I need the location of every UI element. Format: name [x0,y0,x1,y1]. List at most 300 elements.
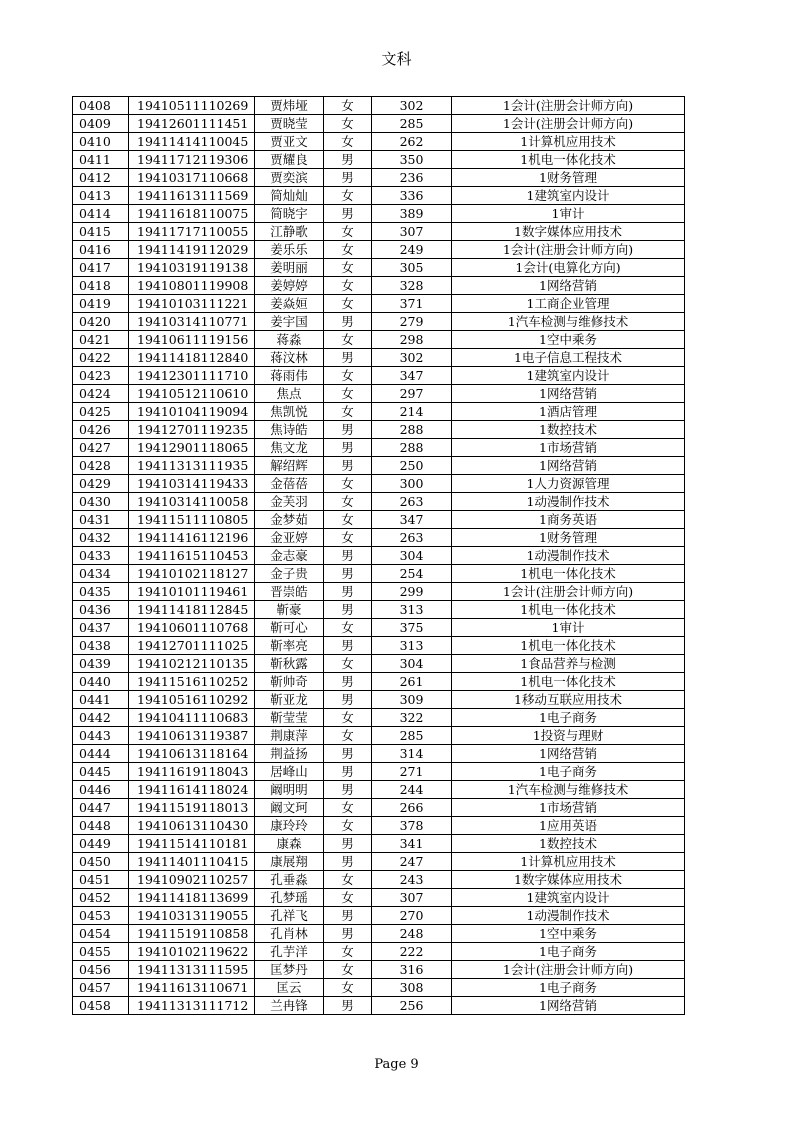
student-name-cell: 匡梦丹 [255,961,324,979]
row-number-cell: 0456 [73,961,129,979]
gender-cell: 男 [324,439,372,457]
gender-cell: 女 [324,511,372,529]
candidate-id-cell: 19410317110668 [129,169,255,187]
gender-cell: 女 [324,133,372,151]
candidate-id-cell: 19411313111712 [129,997,255,1015]
admitted-major-cell: 1投资与理财 [452,727,685,745]
candidate-id-cell: 19410102119622 [129,943,255,961]
candidate-id-cell: 19411313111595 [129,961,255,979]
score-cell: 389 [372,205,452,223]
table-row [73,907,685,925]
student-name-cell: 孔梦瑶 [255,889,324,907]
row-number-cell: 0452 [73,889,129,907]
table-row [73,691,685,709]
candidate-id-cell: 19410314110771 [129,313,255,331]
score-cell: 222 [372,943,452,961]
table-row [73,367,685,385]
score-cell: 347 [372,367,452,385]
row-number-cell: 0443 [73,727,129,745]
row-number-cell: 0444 [73,745,129,763]
row-number-cell: 0422 [73,349,129,367]
table-row [73,853,685,871]
score-cell: 236 [372,169,452,187]
admitted-major-cell: 1会计(注册会计师方向) [452,583,685,601]
student-name-cell: 金芙羽 [255,493,324,511]
gender-cell: 男 [324,907,372,925]
candidate-id-cell: 19411414110045 [129,133,255,151]
admitted-major-cell: 1数控技术 [452,835,685,853]
admitted-major-cell: 1电子商务 [452,943,685,961]
gender-cell: 女 [324,277,372,295]
row-number-cell: 0432 [73,529,129,547]
student-name-cell: 姜婷婷 [255,277,324,295]
student-name-cell: 康森 [255,835,324,853]
table-row [73,403,685,421]
score-cell: 328 [372,277,452,295]
row-number-cell: 0417 [73,259,129,277]
candidate-id-cell: 19410613119387 [129,727,255,745]
row-number-cell: 0437 [73,619,129,637]
candidate-id-cell: 19410613118164 [129,745,255,763]
admitted-major-cell: 1机电一体化技术 [452,601,685,619]
page-number: Page 9 [374,1057,419,1072]
gender-cell: 男 [324,349,372,367]
admitted-major-cell: 1数字媒体应用技术 [452,223,685,241]
gender-cell: 女 [324,187,372,205]
gender-cell: 男 [324,457,372,475]
table-row [73,979,685,997]
student-name-cell: 晋崇皓 [255,583,324,601]
admitted-major-cell: 1电子商务 [452,763,685,781]
table-row [73,871,685,889]
admitted-major-cell: 1网络营销 [452,277,685,295]
gender-cell: 男 [324,691,372,709]
row-number-cell: 0408 [73,97,129,115]
row-number-cell: 0441 [73,691,129,709]
table-row [73,115,685,133]
candidate-id-cell: 19410102118127 [129,565,255,583]
student-name-cell: 金亚婷 [255,529,324,547]
admitted-major-cell: 1会计(注册会计师方向) [452,115,685,133]
score-cell: 254 [372,565,452,583]
admitted-major-cell: 1食品营养与检测 [452,655,685,673]
table-row [73,421,685,439]
candidate-id-cell: 19411418112840 [129,349,255,367]
admitted-major-cell: 1审计 [452,205,685,223]
table-row [73,259,685,277]
table-row [73,547,685,565]
score-cell: 302 [372,349,452,367]
score-cell: 371 [372,295,452,313]
table-row [73,511,685,529]
admitted-major-cell: 1酒店管理 [452,403,685,421]
student-name-cell: 姜焱姮 [255,295,324,313]
candidate-id-cell: 19410801119908 [129,277,255,295]
candidate-id-cell: 19411416112196 [129,529,255,547]
admitted-major-cell: 1机电一体化技术 [452,637,685,655]
student-name-cell: 荆益扬 [255,745,324,763]
gender-cell: 女 [324,259,372,277]
gender-cell: 女 [324,115,372,133]
student-name-cell: 金志豪 [255,547,324,565]
admitted-major-cell: 1动漫制作技术 [452,547,685,565]
table-row [73,799,685,817]
admitted-major-cell: 1建筑室内设计 [452,367,685,385]
score-cell: 316 [372,961,452,979]
student-name-cell: 金蓓蓓 [255,475,324,493]
candidate-id-cell: 19410511110269 [129,97,255,115]
student-name-cell: 贾炜垭 [255,97,324,115]
student-name-cell: 蒋汶林 [255,349,324,367]
admitted-major-cell: 1空中乘务 [452,925,685,943]
student-name-cell: 蒋淼 [255,331,324,349]
gender-cell: 女 [324,961,372,979]
student-name-cell: 焦文龙 [255,439,324,457]
row-number-cell: 0419 [73,295,129,313]
table-row [73,457,685,475]
admitted-major-cell: 1机电一体化技术 [452,151,685,169]
candidate-id-cell: 19411613111569 [129,187,255,205]
admitted-major-cell: 1动漫制作技术 [452,907,685,925]
score-cell: 285 [372,727,452,745]
candidate-id-cell: 19411514110181 [129,835,255,853]
candidate-id-cell: 19410601110768 [129,619,255,637]
candidate-id-cell: 19412701119235 [129,421,255,439]
student-name-cell: 康展翔 [255,853,324,871]
score-cell: 261 [372,673,452,691]
candidate-id-cell: 19411717110055 [129,223,255,241]
student-name-cell: 康玲玲 [255,817,324,835]
admitted-major-cell: 1移动互联应用技术 [452,691,685,709]
admitted-major-cell: 1建筑室内设计 [452,889,685,907]
admitted-major-cell: 1商务英语 [452,511,685,529]
table-row [73,295,685,313]
table-row [73,223,685,241]
score-cell: 309 [372,691,452,709]
candidate-id-cell: 19410103111221 [129,295,255,313]
student-name-cell: 简灿灿 [255,187,324,205]
row-number-cell: 0440 [73,673,129,691]
score-cell: 299 [372,583,452,601]
score-cell: 341 [372,835,452,853]
row-number-cell: 0439 [73,655,129,673]
gender-cell: 男 [324,583,372,601]
student-name-cell: 贾耀良 [255,151,324,169]
admitted-major-cell: 1财务管理 [452,529,685,547]
table-row [73,583,685,601]
student-name-cell: 孔垂淼 [255,871,324,889]
table-row [73,781,685,799]
row-number-cell: 0433 [73,547,129,565]
row-number-cell: 0423 [73,367,129,385]
table-row [73,835,685,853]
row-number-cell: 0424 [73,385,129,403]
gender-cell: 男 [324,205,372,223]
table-row [73,529,685,547]
student-name-cell: 解绍辉 [255,457,324,475]
table-row [73,727,685,745]
gender-cell: 女 [324,655,372,673]
candidate-id-cell: 19411613110671 [129,979,255,997]
candidate-id-cell: 19411519110858 [129,925,255,943]
admitted-major-cell: 1汽车检测与维修技术 [452,313,685,331]
gender-cell: 男 [324,763,372,781]
table-row [73,133,685,151]
student-name-cell: 蒋雨伟 [255,367,324,385]
gender-cell: 男 [324,997,372,1015]
row-number-cell: 0455 [73,943,129,961]
records-body [73,97,685,1015]
candidate-id-cell: 19411712119306 [129,151,255,169]
student-name-cell: 金子贵 [255,565,324,583]
score-cell: 375 [372,619,452,637]
gender-cell: 女 [324,475,372,493]
student-name-cell: 匡云 [255,979,324,997]
student-name-cell: 贾亚文 [255,133,324,151]
row-number-cell: 0458 [73,997,129,1015]
candidate-id-cell: 19411614118024 [129,781,255,799]
row-number-cell: 0409 [73,115,129,133]
gender-cell: 女 [324,385,372,403]
student-name-cell: 靳亚龙 [255,691,324,709]
student-name-cell: 靳率亮 [255,637,324,655]
table-row [73,763,685,781]
score-cell: 298 [372,331,452,349]
row-number-cell: 0430 [73,493,129,511]
gender-cell: 女 [324,979,372,997]
admitted-major-cell: 1机电一体化技术 [452,673,685,691]
row-number-cell: 0454 [73,925,129,943]
gender-cell: 男 [324,781,372,799]
gender-cell: 女 [324,295,372,313]
gender-cell: 女 [324,619,372,637]
gender-cell: 男 [324,601,372,619]
gender-cell: 女 [324,727,372,745]
admitted-major-cell: 1审计 [452,619,685,637]
page-title: 文科 [381,50,412,68]
gender-cell: 女 [324,799,372,817]
gender-cell: 女 [324,493,372,511]
row-number-cell: 0436 [73,601,129,619]
table-row [73,655,685,673]
candidate-id-cell: 19411419112029 [129,241,255,259]
gender-cell: 男 [324,925,372,943]
row-number-cell: 0445 [73,763,129,781]
admitted-major-cell: 1市场营销 [452,799,685,817]
score-cell: 307 [372,889,452,907]
gender-cell: 女 [324,817,372,835]
candidate-id-cell: 19411418112845 [129,601,255,619]
row-number-cell: 0431 [73,511,129,529]
candidate-id-cell: 19410902110257 [129,871,255,889]
row-number-cell: 0451 [73,871,129,889]
candidate-id-cell: 19411313111935 [129,457,255,475]
admitted-major-cell: 1动漫制作技术 [452,493,685,511]
score-cell: 249 [372,241,452,259]
gender-cell: 女 [324,223,372,241]
table-row [73,961,685,979]
row-number-cell: 0414 [73,205,129,223]
score-cell: 243 [372,871,452,889]
candidate-id-cell: 19412301111710 [129,367,255,385]
student-name-cell: 靳豪 [255,601,324,619]
score-cell: 271 [372,763,452,781]
table-row [73,619,685,637]
student-name-cell: 靳帅奇 [255,673,324,691]
table-row [73,889,685,907]
row-number-cell: 0425 [73,403,129,421]
gender-cell: 男 [324,637,372,655]
admitted-major-cell: 1电子商务 [452,709,685,727]
candidate-id-cell: 19411511110805 [129,511,255,529]
table-row [73,187,685,205]
row-number-cell: 0438 [73,637,129,655]
gender-cell: 男 [324,313,372,331]
admitted-major-cell: 1网络营销 [452,997,685,1015]
score-cell: 347 [372,511,452,529]
admitted-major-cell: 1机电一体化技术 [452,565,685,583]
candidate-id-cell: 19410104119094 [129,403,255,421]
score-cell: 247 [372,853,452,871]
table-row [73,277,685,295]
table-row [73,205,685,223]
score-cell: 297 [372,385,452,403]
score-cell: 285 [372,115,452,133]
admitted-major-cell: 1市场营销 [452,439,685,457]
candidate-id-cell: 19412901118065 [129,439,255,457]
gender-cell: 女 [324,403,372,421]
score-cell: 378 [372,817,452,835]
gender-cell: 男 [324,565,372,583]
table-row [73,673,685,691]
row-number-cell: 0413 [73,187,129,205]
gender-cell: 男 [324,745,372,763]
table-row [73,439,685,457]
candidate-id-cell: 19410101119461 [129,583,255,601]
table-row [73,241,685,259]
student-name-cell: 孔芋洋 [255,943,324,961]
score-cell: 322 [372,709,452,727]
score-cell: 300 [372,475,452,493]
gender-cell: 男 [324,673,372,691]
table-row [73,97,685,115]
table-row [73,349,685,367]
row-number-cell: 0429 [73,475,129,493]
student-name-cell: 金梦茹 [255,511,324,529]
gender-cell: 女 [324,367,372,385]
admitted-major-cell: 1建筑室内设计 [452,187,685,205]
gender-cell: 女 [324,97,372,115]
table-row [73,313,685,331]
candidate-id-cell: 19411615110453 [129,547,255,565]
gender-cell: 女 [324,871,372,889]
table-row [73,565,685,583]
table-row [73,745,685,763]
table-row [73,817,685,835]
score-cell: 288 [372,439,452,457]
admitted-major-cell: 1财务管理 [452,169,685,187]
candidate-id-cell: 19410314119433 [129,475,255,493]
gender-cell: 男 [324,853,372,871]
gender-cell: 女 [324,709,372,727]
student-name-cell: 荆康萍 [255,727,324,745]
table-row [73,637,685,655]
score-cell: 313 [372,637,452,655]
score-cell: 313 [372,601,452,619]
student-name-cell: 姜乐乐 [255,241,324,259]
student-name-cell: 姜宇国 [255,313,324,331]
candidate-id-cell: 19411519118013 [129,799,255,817]
student-name-cell: 靳莹莹 [255,709,324,727]
student-name-cell: 焦凯悦 [255,403,324,421]
score-cell: 248 [372,925,452,943]
table-row [73,151,685,169]
score-cell: 270 [372,907,452,925]
admitted-major-cell: 1电子信息工程技术 [452,349,685,367]
candidate-id-cell: 19412601111451 [129,115,255,133]
candidate-id-cell: 19410313119055 [129,907,255,925]
admitted-major-cell: 1网络营销 [452,745,685,763]
admitted-major-cell: 1汽车检测与维修技术 [452,781,685,799]
candidate-id-cell: 19410319119138 [129,259,255,277]
row-number-cell: 0448 [73,817,129,835]
table-row [73,169,685,187]
table-row [73,331,685,349]
admitted-major-cell: 1会计(注册会计师方向) [452,97,685,115]
admitted-major-cell: 1应用英语 [452,817,685,835]
candidate-id-cell: 19411401110415 [129,853,255,871]
gender-cell: 女 [324,529,372,547]
admitted-major-cell: 1工商企业管理 [452,295,685,313]
row-number-cell: 0427 [73,439,129,457]
admitted-major-cell: 1数控技术 [452,421,685,439]
student-name-cell: 靳秋露 [255,655,324,673]
student-name-cell: 姜明丽 [255,259,324,277]
table-row [73,601,685,619]
student-name-cell: 孔祥飞 [255,907,324,925]
student-name-cell: 江静歌 [255,223,324,241]
row-number-cell: 0446 [73,781,129,799]
score-cell: 250 [372,457,452,475]
candidate-id-cell: 19410613110430 [129,817,255,835]
admitted-major-cell: 1会计(注册会计师方向) [452,961,685,979]
row-number-cell: 0416 [73,241,129,259]
gender-cell: 女 [324,889,372,907]
row-number-cell: 0442 [73,709,129,727]
student-name-cell: 靳可心 [255,619,324,637]
score-cell: 336 [372,187,452,205]
admitted-major-cell: 1网络营销 [452,385,685,403]
score-cell: 279 [372,313,452,331]
table-row [73,385,685,403]
admitted-major-cell: 1空中乘务 [452,331,685,349]
gender-cell: 女 [324,943,372,961]
score-cell: 263 [372,493,452,511]
student-name-cell: 贾晓莹 [255,115,324,133]
row-number-cell: 0421 [73,331,129,349]
score-cell: 263 [372,529,452,547]
table-row [73,493,685,511]
gender-cell: 男 [324,421,372,439]
candidate-id-cell: 19411619118043 [129,763,255,781]
row-number-cell: 0428 [73,457,129,475]
row-number-cell: 0412 [73,169,129,187]
table-row [73,475,685,493]
score-cell: 262 [372,133,452,151]
score-cell: 304 [372,655,452,673]
gender-cell: 男 [324,151,372,169]
admitted-major-cell: 1人力资源管理 [452,475,685,493]
